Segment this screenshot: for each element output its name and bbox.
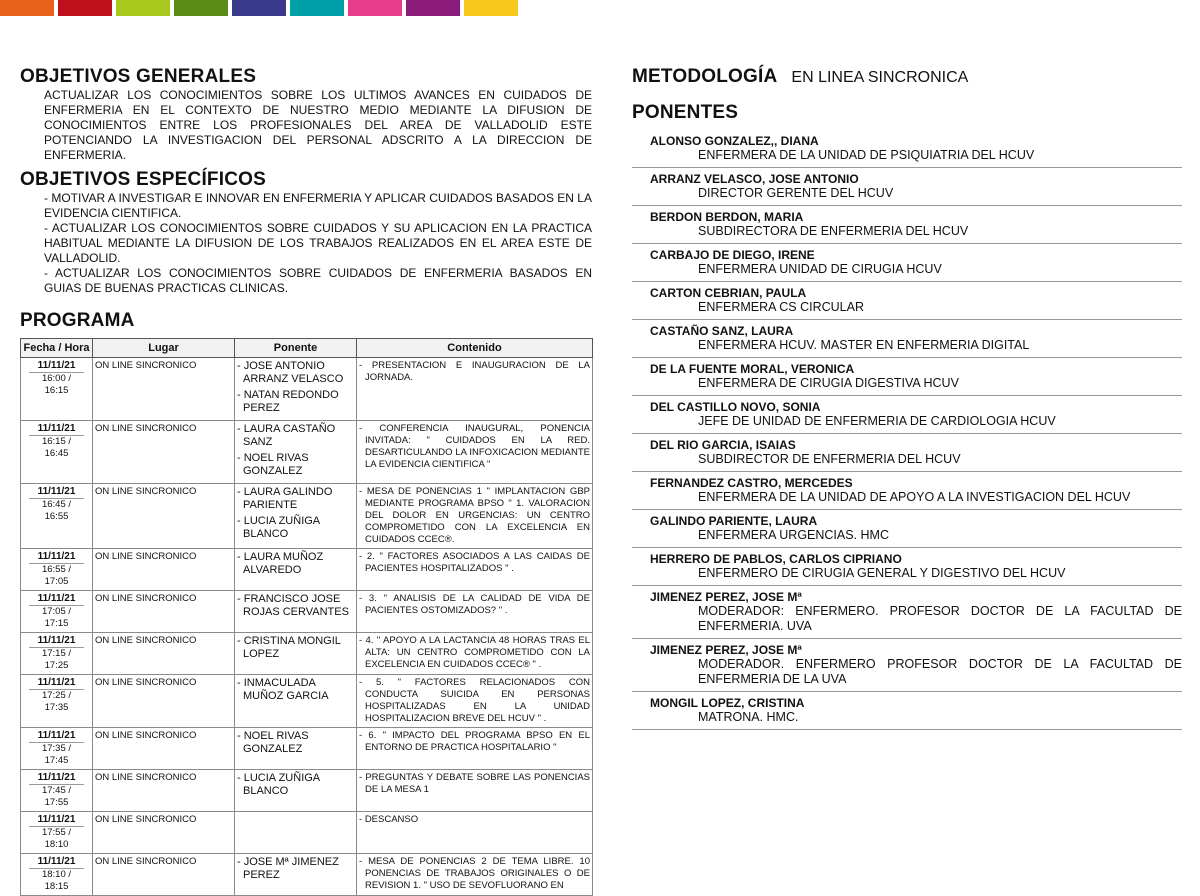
ponente-item	[632, 320, 1182, 358]
hora: 16:45 / 16:55	[29, 498, 84, 523]
ponente-cell	[235, 358, 357, 421]
contenido-cell: - 5. " FACTORES RELACIONADOS CON CONDUCTA SUICIDA EN PERSONAS HOSPITALIZADAS EN LA UNIDAD HOSPITALIZACION BREVE DEL HCUV " .	[357, 675, 593, 728]
ponente-item-name: BERDON BERDON, MARIA	[650, 210, 804, 224]
ponente-cell	[235, 421, 357, 484]
table-row	[21, 854, 593, 896]
ponente-item-role: ENFERMERO DE CIRUGIA GENERAL Y DIGESTIVO DEL HCUV	[698, 566, 1066, 580]
ponente-item	[632, 206, 1182, 244]
hora: 16:00 / 16:15	[29, 372, 84, 397]
table-row	[21, 633, 593, 675]
fecha: 11/11/21	[37, 730, 76, 741]
ponentes-list	[632, 130, 1182, 730]
fecha-hora-cell	[21, 675, 93, 728]
table-row	[21, 770, 593, 812]
color-swatch	[232, 0, 286, 16]
ponente-item-name: FERNANDEZ CASTRO, MERCEDES	[650, 476, 853, 490]
programa-table-body	[21, 358, 593, 896]
hora: 16:15 / 16:45	[29, 435, 84, 460]
table-row	[21, 675, 593, 728]
ponentes-title: PONENTES	[632, 102, 739, 123]
ponente-item	[632, 396, 1182, 434]
contenido-cell: - 4. " APOYO A LA LACTANCIA 48 HORAS TRAS EL ALTA: UN CENTRO COMPROMETIDO CON LA EXCELENCIA EN CUIDADOS CCEC® " .	[357, 633, 593, 675]
ponente-item-role: ENFERMERA DE LA UNIDAD DE PSIQUIATRIA DEL HCUV	[698, 148, 1035, 162]
table-row	[21, 591, 593, 633]
ponente-name: - LUCIA ZUÑIGA BLANCO	[237, 772, 354, 798]
ponente-cell	[235, 675, 357, 728]
ponente-cell	[235, 728, 357, 770]
ponente-name: - INMACULADA MUÑOZ GARCIA	[237, 677, 354, 703]
ponente-item-name: JIMENEZ PEREZ, JOSE Mª	[650, 590, 802, 604]
ponente-item	[632, 639, 1182, 692]
ponente-item-role: MODERADOR: ENFERMERO. PROFESOR DOCTOR DE LA FACULTAD DE ENFERMERIA. UVA	[698, 604, 1182, 633]
ponente-item-name: DE LA FUENTE MORAL, VERONICA	[650, 362, 855, 376]
ponente-cell	[235, 854, 357, 896]
objetivos-especificos-title: OBJETIVOS ESPECÍFICOS	[20, 169, 266, 190]
ponente-item-name: MONGIL LOPEZ, CRISTINA	[650, 696, 805, 710]
ponente-cell	[235, 591, 357, 633]
ponente-item-name: ALONSO GONZALEZ,, DIANA	[650, 134, 819, 148]
hora: 16:55 / 17:05	[29, 563, 84, 588]
ponente-cell	[235, 812, 357, 854]
color-swatch	[0, 0, 54, 16]
ponente-item-name: CARBAJO DE DIEGO, IRENE	[650, 248, 815, 262]
ponente-item-role: SUBDIRECTORA DE ENFERMERIA DEL HCUV	[698, 224, 969, 238]
ponente-name: - JOSE Mª JIMENEZ PEREZ	[237, 856, 354, 882]
ponente-item-role: JEFE DE UNIDAD DE ENFERMERIA DE CARDIOLOGIA HCUV	[698, 414, 1056, 428]
ponente-item	[632, 434, 1182, 472]
fecha: 11/11/21	[37, 677, 76, 688]
lugar-cell: ON LINE SINCRONICO	[93, 484, 235, 549]
lugar-cell: ON LINE SINCRONICO	[93, 675, 235, 728]
fecha: 11/11/21	[37, 551, 76, 562]
contenido-cell: - PRESENTACION E INAUGURACION DE LA JORNADA.	[357, 358, 593, 421]
ponente-item	[632, 168, 1182, 206]
hora: 17:45 / 17:55	[29, 784, 84, 809]
fecha-hora-cell	[21, 358, 93, 421]
lugar-cell: ON LINE SINCRONICO	[93, 633, 235, 675]
fecha-hora-cell	[21, 484, 93, 549]
ponente-item-role: MODERADOR. ENFERMERO PROFESOR DOCTOR DE LA FACULTAD DE ENFERMERIA DE LA UVA	[698, 657, 1182, 686]
objetivo-especifico-item: - ACTUALIZAR LOS CONOCIMIENTOS SOBRE CUIDADOS DE ENFERMERIA BASADOS EN GUIAS DE BUENAS PRACTICAS CLINICAS.	[44, 266, 592, 295]
objetivos-generales-text: ACTUALIZAR LOS CONOCIMIENTOS SOBRE LOS ULTIMOS AVANCES EN CUIDADOS DE ENFERMERIA EN EL CONTEXTO DE NUESTRO MEDIO MEDIANTE LA DIFUSION DE CONOCIMIENTOS ENTRE LOS PROFESIONALES DEL AREA DE VALLADOLID ESTE POTENCIANDO LA INVESTIGACION DEL PERSONAL ADSCRITO A LA DIRECCION DE ENFERMERIA.	[44, 88, 592, 162]
ponente-item-role: ENFERMERA DE LA UNIDAD DE APOYO A LA INVESTIGACION DEL HCUV	[698, 490, 1131, 504]
ponente-name: - LAURA MUÑOZ ALVAREDO	[237, 551, 354, 577]
ponente-item	[632, 358, 1182, 396]
lugar-cell: ON LINE SINCRONICO	[93, 591, 235, 633]
ponente-item-role: ENFERMERA UNIDAD DE CIRUGIA HCUV	[698, 262, 942, 276]
ponente-cell	[235, 770, 357, 812]
ponente-name: - LAURA CASTAÑO SANZ	[237, 423, 354, 449]
lugar-cell: ON LINE SINCRONICO	[93, 728, 235, 770]
ponente-item-role: SUBDIRECTOR DE ENFERMERIA DEL HCUV	[698, 452, 961, 466]
lugar-cell: ON LINE SINCRONICO	[93, 549, 235, 591]
objetivos-especificos-section	[20, 169, 592, 296]
ponente-item	[632, 244, 1182, 282]
color-swatch	[58, 0, 112, 16]
ponente-item	[632, 130, 1182, 168]
ponente-cell	[235, 633, 357, 675]
ponente-item-name: CARTON CEBRIAN, PAULA	[650, 286, 807, 300]
contenido-cell: - DESCANSO	[357, 812, 593, 854]
lugar-cell: ON LINE SINCRONICO	[93, 358, 235, 421]
contenido-cell: - MESA DE PONENCIAS 2 DE TEMA LIBRE. 10 PONENCIAS DE TRABAJOS ORIGINALES O DE REVISION 1. " USO DE SEVOFLUORANO EN	[357, 854, 593, 896]
programa-title: PROGRAMA	[20, 310, 135, 331]
hora: 17:15 / 17:25	[29, 647, 84, 672]
right-column	[632, 66, 1182, 730]
contenido-cell: - 6. " IMPACTO DEL PROGRAMA BPSO EN EL ENTORNO DE PRACTICA HOSPITALARIO "	[357, 728, 593, 770]
color-swatch	[464, 0, 518, 16]
ponente-item-name: HERRERO DE PABLOS, CARLOS CIPRIANO	[650, 552, 902, 566]
fecha: 11/11/21	[37, 486, 76, 497]
ponente-cell	[235, 549, 357, 591]
lugar-cell: ON LINE SINCRONICO	[93, 421, 235, 484]
ponente-item-role: ENFERMERA HCUV. MASTER EN ENFERMERIA DIGITAL	[698, 338, 1030, 352]
ponente-item-name: DEL RIO GARCIA, ISAIAS	[650, 438, 796, 452]
fecha-hora-cell	[21, 728, 93, 770]
fecha: 11/11/21	[37, 360, 76, 371]
fecha: 11/11/21	[37, 423, 76, 434]
ponente-name: - JOSE ANTONIO ARRANZ VELASCO	[237, 360, 354, 386]
ponente-item-name: CASTAÑO SANZ, LAURA	[650, 324, 794, 338]
objetivo-especifico-item: - ACTUALIZAR LOS CONOCIMIENTOS SOBRE CUIDADOS Y SU APLICACION EN LA PRACTICA HABITUAL MEDIANTE LA DIFUSION DE LOS TRABAJOS REALIZADOS EN EL AREA ESTE DE VALLADOLID.	[44, 221, 592, 265]
objetivo-especifico-item: - MOTIVAR A INVESTIGAR E INNOVAR EN ENFERMERIA Y APLICAR CUIDADOS BASADOS EN LA EVIDENCIA CIENTIFICA.	[44, 191, 592, 220]
fecha-hora-cell	[21, 591, 93, 633]
hora: 17:35 / 17:45	[29, 742, 84, 767]
hora: 18:10 / 18:15	[29, 868, 84, 893]
lugar-cell: ON LINE SINCRONICO	[93, 812, 235, 854]
ponente-item	[632, 472, 1182, 510]
column-header: Contenido	[357, 339, 593, 358]
ponente-name: - NATAN REDONDO PEREZ	[237, 389, 354, 415]
contenido-cell: - 3. " ANALISIS DE LA CALIDAD DE VIDA DE PACIENTES OSTOMIZADOS? " .	[357, 591, 593, 633]
ponente-item-name: ARRANZ VELASCO, JOSE ANTONIO	[650, 172, 859, 186]
hora: 17:55 / 18:10	[29, 826, 84, 851]
column-header: Fecha / Hora	[21, 339, 93, 358]
table-header-row	[21, 339, 593, 358]
ponente-name: - NOEL RIVAS GONZALEZ	[237, 452, 354, 478]
ponente-item	[632, 282, 1182, 320]
ponente-name: - NOEL RIVAS GONZALEZ	[237, 730, 354, 756]
metodologia-value: EN LINEA SINCRONICA	[791, 69, 969, 86]
ponente-item	[632, 586, 1182, 639]
color-swatch	[406, 0, 460, 16]
programa-table	[20, 338, 593, 896]
column-header: Ponente	[235, 339, 357, 358]
ponente-name: - LAURA GALINDO PARIENTE	[237, 486, 354, 512]
objetivos-generales-title: OBJETIVOS GENERALES	[20, 66, 257, 87]
table-row	[21, 728, 593, 770]
fecha-hora-cell	[21, 770, 93, 812]
fecha: 11/11/21	[37, 593, 76, 604]
fecha-hora-cell	[21, 549, 93, 591]
brand-color-bar	[0, 0, 522, 16]
ponente-item-name: GALINDO PARIENTE, LAURA	[650, 514, 818, 528]
ponente-name: - LUCIA ZUÑIGA BLANCO	[237, 515, 354, 541]
ponente-item-role: ENFERMERA DE CIRUGIA DIGESTIVA HCUV	[698, 376, 959, 390]
lugar-cell: ON LINE SINCRONICO	[93, 770, 235, 812]
ponente-name: - FRANCISCO JOSE ROJAS CERVANTES	[237, 593, 354, 619]
metodologia-title: METODOLOGÍA	[632, 66, 778, 87]
ponente-item-role: MATRONA. HMC.	[698, 710, 799, 724]
contenido-cell: - MESA DE PONENCIAS 1 " IMPLANTACION GBP MEDIANTE PROGRAMA BPSO " 1. VALORACION DEL DOLOR EN URGENCIAS: UN CENTRO COMPROMETIDO CON LA EXCELENCIA EN CUIDADOS CCEC®.	[357, 484, 593, 549]
fecha-hora-cell	[21, 854, 93, 896]
hora: 17:25 / 17:35	[29, 689, 84, 714]
ponente-cell	[235, 484, 357, 549]
objetivos-generales-section	[20, 66, 592, 163]
fecha-hora-cell	[21, 633, 93, 675]
metodologia-row	[632, 66, 1182, 88]
table-row	[21, 812, 593, 854]
ponente-item-role: ENFERMERA URGENCIAS. HMC	[698, 528, 889, 542]
ponente-item-name: DEL CASTILLO NOVO, SONIA	[650, 400, 821, 414]
fecha-hora-cell	[21, 421, 93, 484]
fecha: 11/11/21	[37, 772, 76, 783]
ponente-item-role: DIRECTOR GERENTE DEL HCUV	[698, 186, 894, 200]
color-swatch	[348, 0, 402, 16]
ponente-item	[632, 548, 1182, 586]
fecha: 11/11/21	[37, 635, 76, 646]
color-swatch	[290, 0, 344, 16]
table-row	[21, 421, 593, 484]
ponente-item-role: ENFERMERA CS CIRCULAR	[698, 300, 864, 314]
contenido-cell: - PREGUNTAS Y DEBATE SOBRE LAS PONENCIAS DE LA MESA 1	[357, 770, 593, 812]
table-row	[21, 484, 593, 549]
left-column	[20, 66, 592, 896]
color-swatch	[174, 0, 228, 16]
contenido-cell: - CONFERENCIA INAUGURAL, PONENCIA INVITADA: " CUIDADOS EN LA RED. DESARTICULANDO LA INFOXICACION MEDIANTE LA EVIDENCIA CIENTIFICA "	[357, 421, 593, 484]
column-header: Lugar	[93, 339, 235, 358]
ponente-item	[632, 692, 1182, 730]
hora: 17:05 / 17:15	[29, 605, 84, 630]
ponente-name: - CRISTINA MONGIL LOPEZ	[237, 635, 354, 661]
fecha: 11/11/21	[37, 856, 76, 867]
fecha: 11/11/21	[37, 814, 76, 825]
contenido-cell: - 2. " FACTORES ASOCIADOS A LAS CAIDAS DE PACIENTES HOSPITALIZADOS " .	[357, 549, 593, 591]
color-swatch	[116, 0, 170, 16]
ponente-item-name: JIMENEZ PEREZ, JOSE Mª	[650, 643, 802, 657]
lugar-cell: ON LINE SINCRONICO	[93, 854, 235, 896]
ponente-item	[632, 510, 1182, 548]
table-row	[21, 358, 593, 421]
table-row	[21, 549, 593, 591]
fecha-hora-cell	[21, 812, 93, 854]
